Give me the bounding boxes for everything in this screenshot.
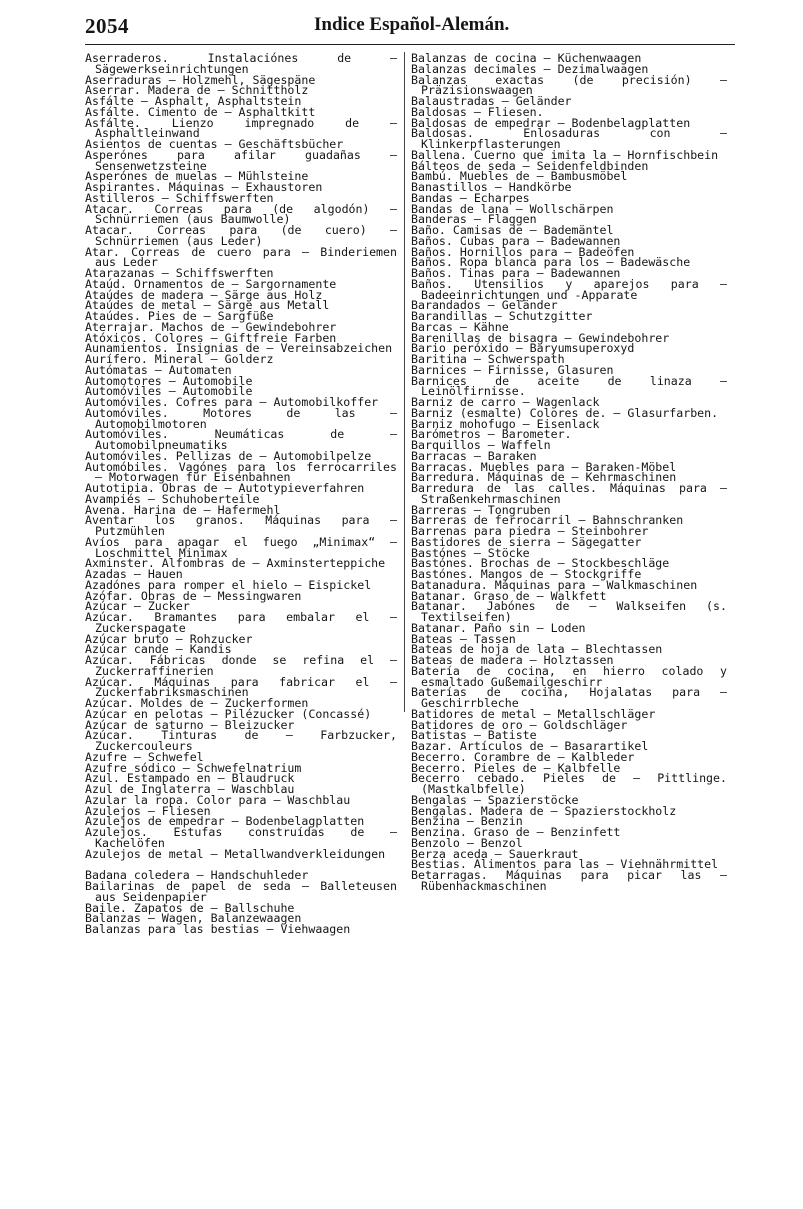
index-entry: Barniz de carro — Wagenlack xyxy=(411,395,600,409)
index-entry: Balanzas exactas (de precisión) — Präzisionswaagen xyxy=(411,72,734,98)
index-entry: Azúcar. Máquinas para fabricar el — Zuckerfabriksmaschinen xyxy=(85,674,404,700)
index-entry: Azúcar. Bramantes para embalar el — Zuckerspagate xyxy=(85,610,404,635)
index-entry: Atacar. Correas para (de algodón) — Schnürriemen (aus Baumwolle) xyxy=(85,201,404,227)
index-entry: Batanadura. Máquinas para — Walkmaschinen xyxy=(411,577,698,592)
index-entry: Bestias. Alimentos para las — Viehnährmittel xyxy=(411,857,719,872)
index-entry: Azul de Inglaterra — Waschblau xyxy=(85,782,295,796)
index-entry: Becerro cebado. Pieles de — Pittlinge. (Mastkalbfelle) xyxy=(411,771,734,796)
index-entry: Bastónes — Stöcke xyxy=(411,545,530,560)
index-entry: Aventar los granos. Máquinas para — Putzmühlen xyxy=(85,513,404,538)
index-entry: Bandas — Echarpes xyxy=(411,190,530,205)
index-entry: Ballena. Cuerno que imita la — Hornfischbein xyxy=(411,147,719,162)
index-entry: Azúcar cande — Kandis xyxy=(85,642,232,657)
index-entry: Benzina — Benzin xyxy=(411,814,523,829)
index-entry: Baños. Utensilios y aparejos para — Badeeinrichtungen und -Apparate xyxy=(411,276,734,302)
index-entry: Balaustradas — Geländer xyxy=(411,94,572,108)
index-entry: Baños. Hornillos para — Badeöfen xyxy=(411,244,635,259)
index-entry: Asperónes para afilar guadañas — Sensenwetzsteine xyxy=(85,147,404,173)
index-entry: Asperónes de muelas — Mühlsteine xyxy=(85,169,309,184)
index-entry: Barómetros — Barometer. xyxy=(411,427,572,442)
index-entry: Badana coledera — Handschuhleder xyxy=(85,868,309,883)
index-entry: Asfálte. Cimento de — Asphaltkitt xyxy=(85,104,316,119)
index-entry: Berza aceda — Sauerkraut xyxy=(411,846,579,861)
index-entry: Bastidores de sierra — Sägegatter xyxy=(411,534,642,549)
index-entry: Ataúd. Ornamentos de — Sargornamente xyxy=(85,276,337,291)
index-entry: Azulejos de empedrar — Bodenbelagplatten xyxy=(85,814,365,829)
index-entry: Azul. Estampado en — Blaudruck xyxy=(85,771,295,786)
page-number: 2054 xyxy=(85,14,129,38)
index-entry: Aterrajar. Machos de — Gewindebohrer xyxy=(85,319,337,334)
index-entry: Aserrar. Madera de — Schnittholz xyxy=(85,83,309,98)
index-entry: Baldosas — Fliesen. xyxy=(411,104,544,119)
index-entry: Automóviles. Pellizas de — Automobilpelze xyxy=(85,448,372,463)
index-entry: Aserraderos. Instalaciónes de — Sägewerkseinrichtungen xyxy=(85,51,404,76)
index-entry: Batidores de metal — Metallschläger xyxy=(411,706,656,721)
index-entry: Barreras — Tongruben xyxy=(411,502,551,517)
index-entry: Autómatas — Automaten xyxy=(85,362,232,377)
index-entry: Automotores — Automobile xyxy=(85,373,253,388)
index-entry: Automóbiles. Vagónes para los ferrocarriles — Motorwagen für Eisenbahnen xyxy=(85,459,404,485)
index-entry: Aurífero. Mineral — Golderz xyxy=(85,352,274,366)
index-entry: Bengalas. Madera de — Spazierstockholz xyxy=(411,803,677,818)
index-entry: Barrenas para piedra — Steinbohrer xyxy=(411,524,649,538)
running-title: Indice Español-Alemán. xyxy=(314,14,510,35)
index-entry: Atar. Correas de cuero para — Binderiemen aus Leder xyxy=(85,244,404,270)
index-entry: Asientos de cuentas — Geschäftsbücher xyxy=(85,137,344,151)
index-entry: Azúcar bruto — Rohzucker xyxy=(85,631,253,646)
header-rule xyxy=(85,44,735,45)
index-entry: Automóviles. Neumáticas de — Automobilpneumatiks xyxy=(85,427,404,452)
index-entry: Batanar. Jabónes de — Walkseifen (s. Textilseifen) xyxy=(411,599,734,624)
index-entry: Azúcar de saturno — Bleizucker xyxy=(85,717,295,732)
index-entry: Aspirantes. Máquinas — Exhaustoren xyxy=(85,180,323,194)
index-entry: Azúcar. Tinturas de — Farbzucker, Zuckercouleurs xyxy=(85,728,404,753)
index-entry: Azúcar — Zucker xyxy=(85,599,190,614)
index-entry: Banderas — Flaggen xyxy=(411,212,537,227)
index-entry: Barracas — Baraken xyxy=(411,448,537,463)
index-entry: Bazar. Artículos de — Basarartikel xyxy=(411,739,649,753)
index-entry: Bateas de madera — Holztassen xyxy=(411,653,614,667)
index-entry: Balanzas de cocina — Küchenwaagen xyxy=(411,51,642,65)
index-entry: Bastónes. Mangos de — Stockgriffe xyxy=(411,567,642,581)
index-entry: Azulejos. Estufas construídas de — Kachelöfen xyxy=(85,825,404,850)
left-column xyxy=(85,51,404,936)
index-entry: Azúcar. Moldes de — Zuckerformen xyxy=(85,696,309,710)
index-entry: Balanzas — Wagen, Balanzewaagen xyxy=(85,911,302,926)
index-entry: Barreras de ferrocarril — Bahnschranken xyxy=(411,513,684,528)
index-entry: Ataúdes de madera — Särge aus Holz xyxy=(85,287,323,302)
index-entry: Axminster. Alfombras de — Axminsterteppiche xyxy=(85,556,386,571)
index-entry: Barandillas — Schutzgitter xyxy=(411,309,593,323)
index-entry: Autotipia. Obras de — Autotypieverfahren xyxy=(85,481,365,495)
index-entry: Batanar. Graso de — Walkfett xyxy=(411,588,607,603)
index-entry: Barredura de las calles. Máquinas para — Straßenkehrmaschinen xyxy=(411,481,734,506)
index-entry: Baños. Tinas para — Badewannen xyxy=(411,266,621,280)
index-entry: Benzina. Graso de — Benzinfett xyxy=(411,825,621,839)
index-entry: Batanar. Paño sin — Loden xyxy=(411,620,586,635)
right-column xyxy=(411,51,734,893)
index-entry: Baile. Zapatos de — Ballschuhe xyxy=(85,900,295,915)
index-entry: Batería de cocina, en hierro colado y esmaltado Gußemailgeschirr xyxy=(411,663,734,689)
index-entry: Ataúdes de metal — Särge aus Metall xyxy=(85,298,330,313)
index-entry: Batidores de oro — Goldschläger xyxy=(411,717,628,732)
index-entry: Bandas de lana — Wollschärpen xyxy=(411,201,614,216)
index-entry: Baño. Camisas de — Bademäntel xyxy=(411,223,614,237)
index-entry: Atóxicos. Colores — Giftfreie Farben xyxy=(85,330,337,345)
index-entry: Azulejos — Fliesen xyxy=(85,803,211,818)
index-entry: Azular la ropa. Color para — Waschblau xyxy=(85,792,351,807)
index-entry: Atarazanas — Schiffswerften xyxy=(85,266,274,280)
index-entry: Azulejos de metal — Metallwandverkleidungen xyxy=(85,846,386,861)
index-entry: Baldosas. Enlosaduras con — Klinkerpflasterungen xyxy=(411,126,734,151)
index-entry: Bálteos de seda — Seidenfeldbinden xyxy=(411,158,649,173)
index-entry: Avena. Harina de — Hafermehl xyxy=(85,502,281,517)
index-entry: Barnices — Firnisse, Glasuren xyxy=(411,362,614,377)
index-entry: Asfálte. Lienzo impregnado de — Asphaltleinwand xyxy=(85,115,404,141)
index-entry: Balanzas para las bestias — Viehwaagen xyxy=(85,922,351,936)
index-entry: Baños. Ropa blanca para los — Badewäsche xyxy=(411,255,691,270)
index-entry: Baños. Cubas para — Badewannen xyxy=(411,233,621,248)
index-entry: Azadas — Hauen xyxy=(85,567,183,581)
index-entry: Automóviles. Motores de las — Automobilmotoren xyxy=(85,405,404,431)
index-entry: Benzolo — Benzol xyxy=(411,835,523,850)
index-entry: Azúcar. Fábricas donde se refina el — Zuckerraffinerien xyxy=(85,653,404,678)
index-entry: Becerro. Pieles de — Kalbfelle xyxy=(411,760,621,775)
index-entry: Betarragas. Máquinas para picar las — Rübenhackmaschinen xyxy=(411,868,734,893)
index-entry: Bateas de hoja de lata — Blechtassen xyxy=(411,642,663,657)
index-entry: Bengalas — Spazierstöcke xyxy=(411,792,579,807)
index-entry: Atacar. Correas para (de cuero) — Schnürriemen (aus Leder) xyxy=(85,223,404,248)
index-entry: Azúcar en pelotas — Pilézucker (Concassé) xyxy=(85,706,372,721)
index-entry: Aunamientos. Insignias de — Vereinsabzeichen xyxy=(85,341,393,356)
index-entry: Barracas. Muebles para — Baraken-Möbel xyxy=(411,459,677,474)
index-entry: Avíos para apagar el fuego „Minimax“ — Loschmittel Minimax xyxy=(85,534,404,560)
index-entry: Barandados — Geländer xyxy=(411,298,558,313)
index-entry: Azófar. Obras de — Messingwaren xyxy=(85,588,302,603)
index-entry: Barniz (esmalte) Colores de. — Glasurfarben. xyxy=(411,405,719,420)
index-entry: Automóviles — Automobile xyxy=(85,384,253,399)
index-entry: Bailarinas de papel de seda — Balleteusen aus Seidenpapier xyxy=(85,879,404,904)
index-entry: Aserraduras — Holzmehl, Sägespäne xyxy=(85,72,316,87)
index-entry: Azufre sódico — Schwefelnatrium xyxy=(85,760,302,775)
index-entry: Bambú. Muebles de — Bambusmöbel xyxy=(411,169,628,184)
index-entry: Baritina — Schwerspath xyxy=(411,352,565,366)
index-entry: Barcas — Kähne xyxy=(411,319,509,334)
index-entry: Becerro. Corambre de — Kalbleder xyxy=(411,749,635,764)
index-entry: Asfálte — Asphalt, Asphaltstein xyxy=(85,94,302,108)
index-entry: Baterías de cocina, Hojalatas para — Geschirrbleche xyxy=(411,685,734,710)
index-entry: Avampiés — Schuhoberteile xyxy=(85,491,260,506)
index-entry: Astilleros — Schiffswerften xyxy=(85,190,274,205)
index-entry: Azadónes para romper el hielo — Eispickel xyxy=(85,577,372,592)
index-entry: Barnices de aceite de linaza — Leinölfirnisse. xyxy=(411,373,734,399)
column-divider xyxy=(404,52,405,712)
index-entry: Barredura. Máquinas de — Kehrmaschinen xyxy=(411,470,677,485)
index-entry: Bateas — Tassen xyxy=(411,631,516,646)
index-entry: Balanzas decimales — Dezimalwaagen xyxy=(411,61,649,76)
index-entry: Banastillos — Handkörbe xyxy=(411,180,572,194)
index-entry: Baldosas de empedrar — Bodenbelagplatten xyxy=(411,115,691,130)
index-entry: Barenillas de bisagra — Gewindebohrer xyxy=(411,330,670,345)
index-entry: Barquillos — Waffeln xyxy=(411,438,551,452)
index-entry: Bastónes. Brochas de — Stockbeschläge xyxy=(411,556,670,571)
index-entry: Ataúdes. Pies de — Sargfüße xyxy=(85,309,274,323)
index-entry: Batistas — Batiste xyxy=(411,728,537,743)
index-entry: Bario peróxido — Baryumsuperoxyd xyxy=(411,341,635,356)
index-entry: Azufre — Schwefel xyxy=(85,749,204,764)
index-entry: Automóviles. Cofres para — Automobilkoffer xyxy=(85,395,379,409)
index-entry: Barniz mohofugo — Eisenlack xyxy=(411,416,600,431)
